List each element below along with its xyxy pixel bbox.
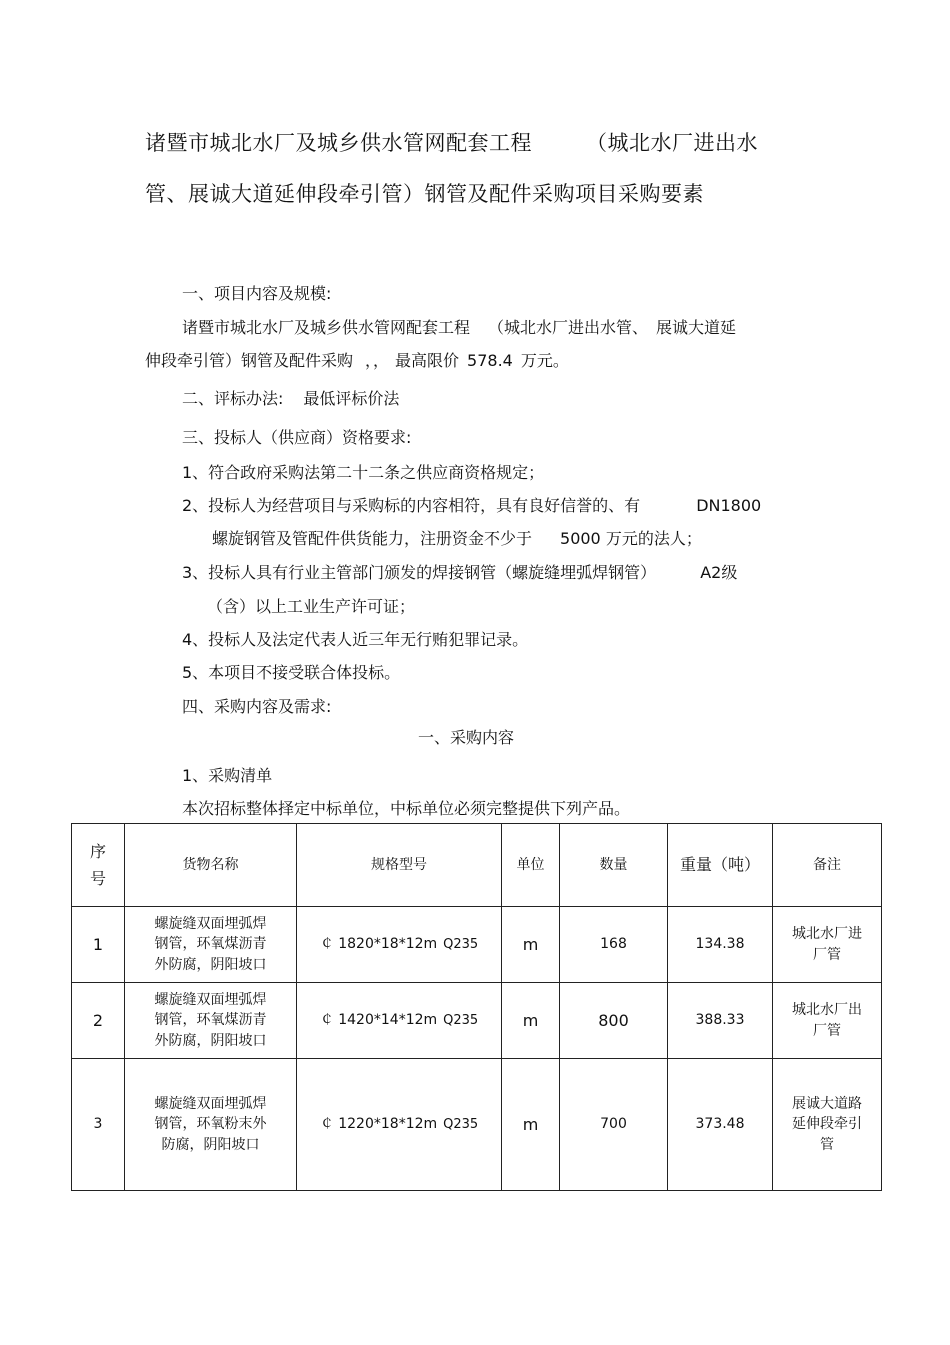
row-goods-name: 螺旋缝双面埋弧焊 钢管，环氧粉末外 防腐，阴阳坡口 bbox=[125, 1059, 297, 1191]
section1-body-part-d: 伸段牵引管）钢管及配件采购 bbox=[145, 351, 354, 370]
section3-heading: 三、投标人（供应商）资格要求: bbox=[182, 428, 412, 447]
table-row bbox=[72, 1059, 882, 1191]
section1-body-part-f: 最高限价 bbox=[395, 351, 460, 370]
requirement-2-line-2 bbox=[212, 526, 702, 549]
requirement-2-line-1 bbox=[182, 493, 761, 516]
requirement-2-text-cont: 螺旋钢管及管配件供货能力，注册资金不少于 bbox=[212, 529, 533, 548]
row-goods-name: 螺旋缝双面埋弧焊 钢管，环氧煤沥青 外防腐，阴阳坡口 bbox=[125, 907, 297, 983]
requirement-1: 1、符合政府采购法第二十二条之供应商资格规定； bbox=[182, 463, 545, 482]
section1-body-part-e: ，， bbox=[365, 351, 390, 370]
row-unit: m bbox=[502, 983, 560, 1059]
header-note: 备注 bbox=[773, 824, 882, 907]
table-header-row bbox=[72, 824, 882, 907]
header-no: 序 号 bbox=[72, 824, 125, 907]
title-part-b: （城北水厂进出水 bbox=[586, 131, 758, 155]
procurement-list-heading: 1、采购清单 bbox=[182, 766, 273, 785]
row-qty: 800 bbox=[560, 983, 668, 1059]
row-unit: m bbox=[502, 907, 560, 983]
max-price-unit: 万元。 bbox=[520, 351, 569, 370]
procurement-table bbox=[71, 823, 882, 1191]
row-unit: m bbox=[502, 1059, 560, 1191]
header-unit: 单位 bbox=[502, 824, 560, 907]
section1-body-part-c: 展诚大道延 bbox=[656, 318, 737, 337]
row-no: 1 bbox=[72, 907, 125, 983]
row-note: 城北水厂进 厂管 bbox=[773, 907, 882, 983]
requirement-5: 5、本项目不接受联合体投标。 bbox=[182, 663, 401, 682]
header-spec: 规格型号 bbox=[297, 824, 502, 907]
document-title-line-2: 管、展诚大道延伸段牵引管）钢管及配件采购项目采购要素 bbox=[145, 182, 704, 206]
requirement-3-grade: A2级 bbox=[700, 563, 738, 582]
row-no: 2 bbox=[72, 983, 125, 1059]
evaluation-method: 最低评标价法 bbox=[303, 389, 400, 408]
procurement-intro: 本次招标整体择定中标单位，中标单位必须完整提供下列产品。 bbox=[182, 799, 631, 818]
table-row bbox=[72, 983, 882, 1059]
table-row bbox=[72, 907, 882, 983]
requirement-2-text: 2、投标人为经营项目与采购标的内容相符，具有良好信誉的、有 bbox=[182, 496, 641, 515]
section1-body-line-2 bbox=[145, 348, 569, 371]
title-part-a: 诸暨市城北水厂及城乡供水管网配套工程 bbox=[145, 131, 532, 155]
section2-line bbox=[182, 386, 399, 409]
requirement-3-line-1 bbox=[182, 560, 737, 583]
requirement-3-text: 3、投标人具有行业主管部门颁发的焊接钢管（螺旋缝埋弧焊钢管） bbox=[182, 563, 657, 582]
max-price-value: 578.4 bbox=[467, 351, 513, 370]
requirement-2-spec: DN1800 bbox=[696, 496, 762, 515]
requirement-3-line-2: （含）以上工业生产许可证； bbox=[207, 597, 416, 616]
section1-body-part-b: （城北水厂进出水管、 bbox=[488, 318, 649, 337]
header-qty: 数量 bbox=[560, 824, 668, 907]
document-title-line-1 bbox=[145, 127, 758, 157]
row-note: 展诚大道路 延伸段牵引 管 bbox=[773, 1059, 882, 1191]
section1-heading: 一、项目内容及规模: bbox=[182, 284, 332, 303]
row-no: 3 bbox=[72, 1059, 125, 1191]
row-qty: 168 bbox=[560, 907, 668, 983]
row-spec: ￠ 1220*18*12m Q235 bbox=[297, 1059, 502, 1191]
section4-heading: 四、采购内容及需求: bbox=[182, 697, 332, 716]
row-note: 城北水厂出 厂管 bbox=[773, 983, 882, 1059]
section1-body-line-1 bbox=[182, 315, 736, 338]
requirement-2-capital: 5000 万元的法人； bbox=[560, 529, 702, 548]
requirement-4: 4、投标人及法定代表人近三年无行贿犯罪记录。 bbox=[182, 630, 529, 649]
row-qty: 700 bbox=[560, 1059, 668, 1191]
section4-sub-heading: 一、采购内容 bbox=[418, 728, 515, 747]
row-spec: ￠ 1820*18*12m Q235 bbox=[297, 907, 502, 983]
row-weight: 388.33 bbox=[668, 983, 773, 1059]
section2-heading: 二、评标办法: bbox=[182, 389, 284, 408]
section1-body-part-a: 诸暨市城北水厂及城乡供水管网配套工程 bbox=[182, 318, 471, 337]
header-name: 货物名称 bbox=[125, 824, 297, 907]
row-weight: 134.38 bbox=[668, 907, 773, 983]
header-weight: 重量（吨） bbox=[668, 824, 773, 907]
row-weight: 373.48 bbox=[668, 1059, 773, 1191]
row-spec: ￠ 1420*14*12m Q235 bbox=[297, 983, 502, 1059]
row-goods-name: 螺旋缝双面埋弧焊 钢管，环氧煤沥青 外防腐，阴阳坡口 bbox=[125, 983, 297, 1059]
